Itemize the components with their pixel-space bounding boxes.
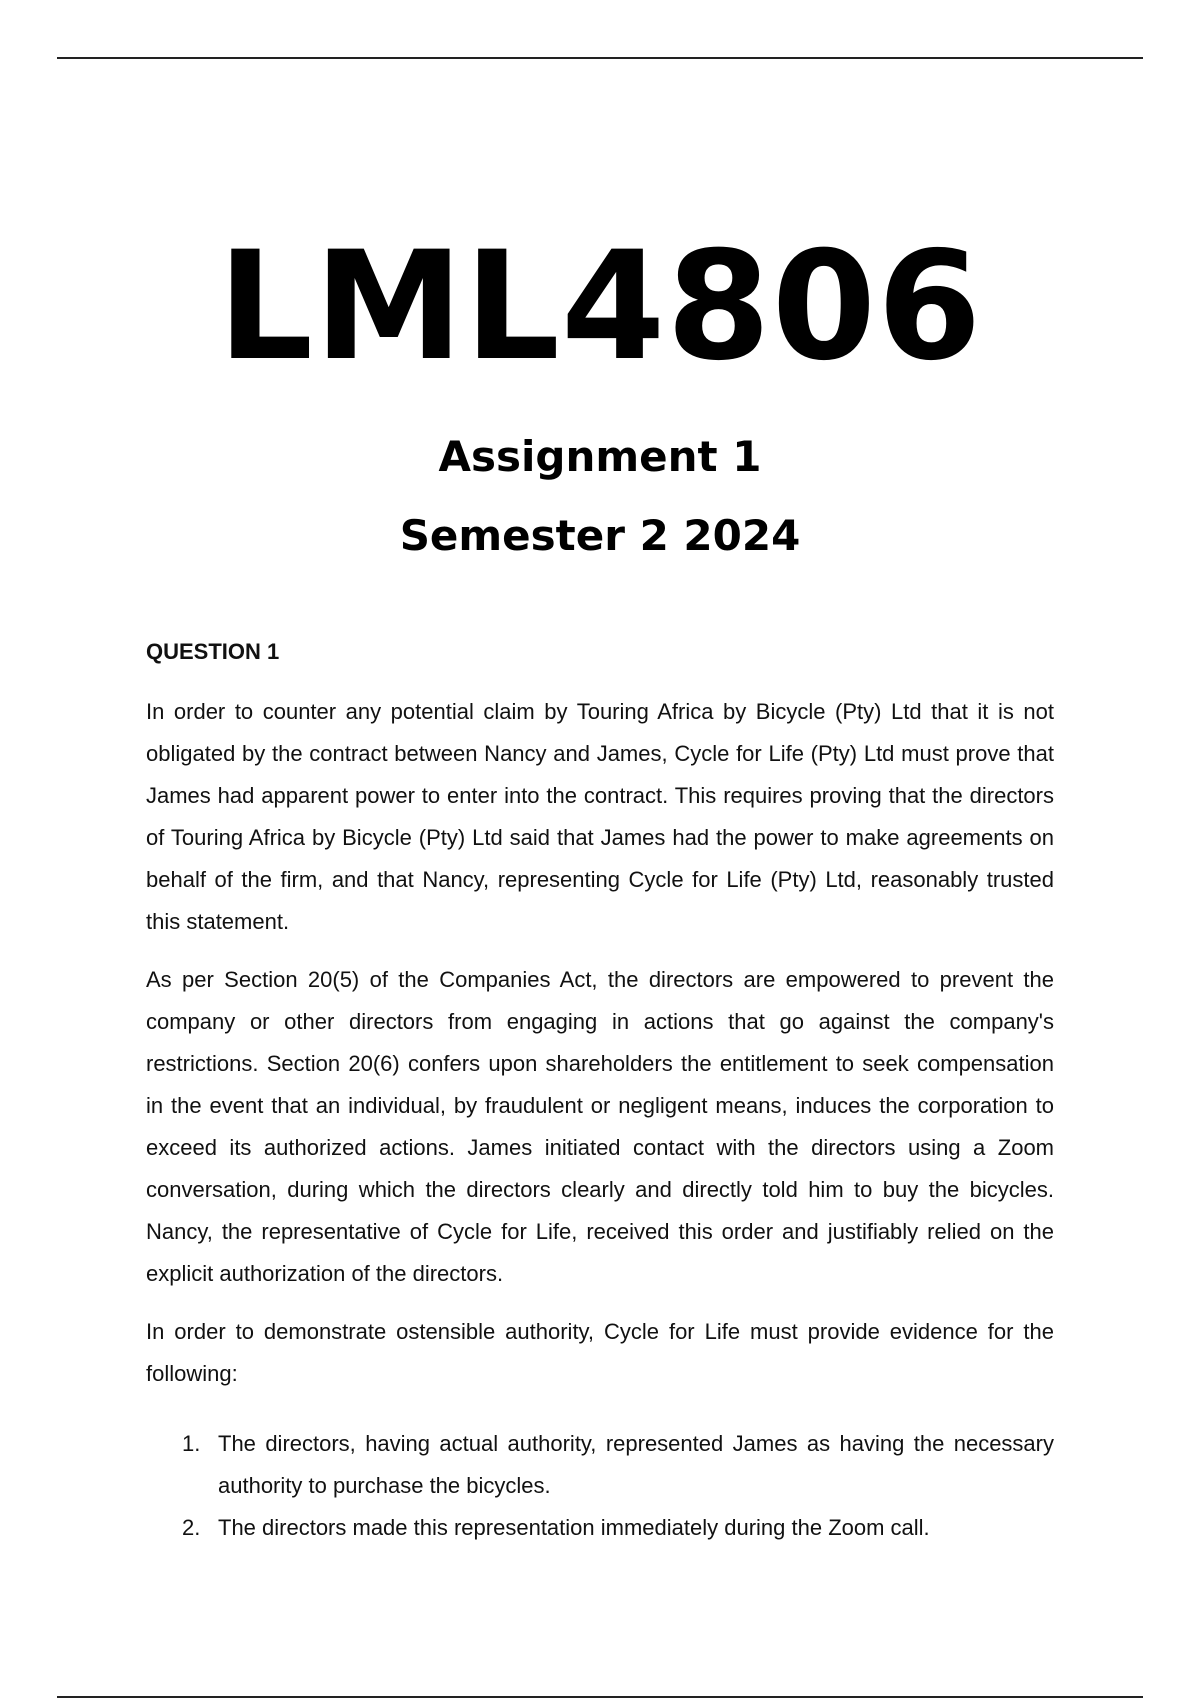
evidence-list bbox=[146, 1423, 1054, 1549]
paragraph-companies-act: As per Section 20(5) of the Companies Act, the directors are empowered to prevent the company or other directors from engaging in actions that go against the company's restrictions. Section 20(6) confers upon shareholders the entitlement to seek compensation in the event that an individual, by fraudulent or negligent means, induces the corporation to exceed its authorized actions. James initiated contact with the directors using a Zoom conversation, during which the directors clearly and directly told him to buy the bicycles. Nancy, the representative of Cycle for Life, received this order and justifiably relied on the explicit authorization of the directors. bbox=[146, 967, 1054, 1286]
list-item-text: The directors made this representation immediately during the Zoom call. bbox=[218, 1515, 930, 1540]
list-item bbox=[146, 1507, 1054, 1549]
list-item-number: 2. bbox=[182, 1515, 201, 1540]
paragraph-evidence-intro: In order to demonstrate ostensible authority, Cycle for Life must provide evidence for the following: bbox=[146, 1319, 1054, 1386]
list-item-number: 1. bbox=[182, 1431, 201, 1456]
paragraph-apparent-power: In order to counter any potential claim by Touring Africa by Bicycle (Pty) Ltd that it is not obligated by the contract between Nancy and James, Cycle for Life (Pty) Ltd must prove that James had apparent power to enter into the contract. This requires proving that the directors of Touring Africa by Bicycle (Pty) Ltd said that James had the power to make agreements on behalf of the firm, and that Nancy, representing Cycle for Life (Pty) Ltd, reasonably trusted this statement. bbox=[146, 699, 1054, 934]
question-heading: QUESTION 1 bbox=[146, 639, 280, 664]
bottom-rule bbox=[57, 1696, 1143, 1698]
document-body bbox=[146, 637, 1054, 1549]
assignment-title: Assignment 1 bbox=[438, 432, 762, 481]
list-item-text: The directors, having actual authority, represented James as having the necessary authority to purchase the bicycles. bbox=[218, 1431, 1054, 1498]
semester-title: Semester 2 2024 bbox=[399, 511, 801, 560]
top-rule bbox=[57, 57, 1143, 59]
course-code-title: LML4806 bbox=[217, 220, 983, 394]
list-item bbox=[146, 1423, 1054, 1507]
